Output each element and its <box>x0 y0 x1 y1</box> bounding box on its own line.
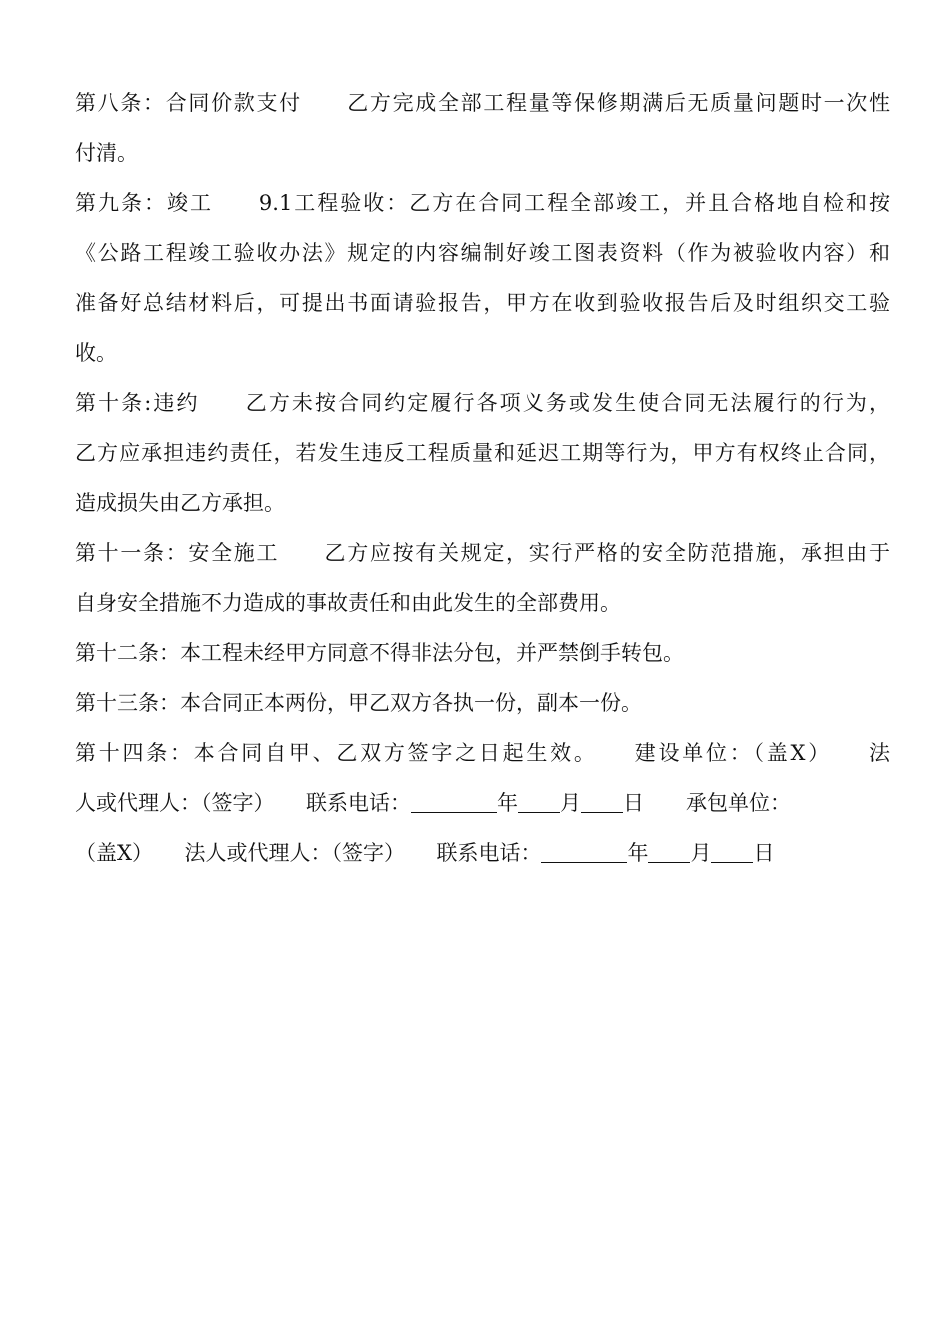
article-9-line-4: 收。 <box>75 341 117 365</box>
day-label: 日 <box>753 841 775 865</box>
article-11-line-2: 自身安全措施不力造成的事故责任和由此发生的全部费用。 <box>75 591 621 615</box>
article-10-line-3: 造成损失由乙方承担。 <box>75 491 285 515</box>
month-label: 月 <box>690 841 712 865</box>
month-blank[interactable] <box>648 842 690 863</box>
day-label: 日 <box>623 791 644 815</box>
article-9-line-2: 《公路工程竣工验收办法》规定的内容编制好竣工图表资料（作为被验收内容）和 <box>75 241 890 265</box>
month-label: 月 <box>560 791 581 815</box>
article-10-line-1: 第十条:违约 乙方未按合同约定履行各项义务或发生使合同无法履行的行为， <box>75 391 890 415</box>
article-13-line: 第十三条：本合同正本两份，甲乙双方各执一份，副本一份。 <box>75 691 642 715</box>
signature-label-b: （盖X） 法人或代理人：（签字） 联系电话： <box>75 841 542 865</box>
signature-label-a: 人或代理人：（签字） 联系电话： <box>75 791 411 815</box>
month-blank[interactable] <box>518 792 560 813</box>
contractor-label: 承包单位： <box>644 791 791 815</box>
article-14-line: 第十四条：本合同自甲、乙双方签字之日起生效。 建设单位：（盖X） 法 <box>75 741 890 765</box>
day-blank[interactable] <box>711 842 753 863</box>
article-8-line-1: 第八条：合同价款支付 乙方完成全部工程量等保修期满后无质量问题时一次性 <box>75 91 890 115</box>
article-9-line-1: 第九条：竣工 9.1工程验收：乙方在合同工程全部竣工，并且合格地自检和按 <box>75 191 890 215</box>
article-8-line-2: 付清。 <box>75 141 138 165</box>
article-12-line: 第十二条：本工程未经甲方同意不得非法分包，并严禁倒手转包。 <box>75 641 684 665</box>
article-9-line-3: 准备好总结材料后，可提出书面请验报告，甲方在收到验收报告后及时组织交工验 <box>75 291 890 315</box>
phone-blank[interactable] <box>541 842 627 863</box>
day-blank[interactable] <box>581 792 623 813</box>
article-11-line-1: 第十一条：安全施工 乙方应按有关规定，实行严格的安全防范措施，承担由于 <box>75 541 890 565</box>
year-label: 年 <box>497 791 518 815</box>
phone-blank[interactable] <box>411 792 497 813</box>
signature-line-party-b <box>75 828 890 878</box>
signature-line-party-a <box>75 778 890 828</box>
contract-page <box>75 78 890 878</box>
year-label: 年 <box>627 841 649 865</box>
article-10-line-2: 乙方应承担违约责任，若发生违反工程质量和延迟工期等行为，甲方有权终止合同， <box>75 441 890 465</box>
